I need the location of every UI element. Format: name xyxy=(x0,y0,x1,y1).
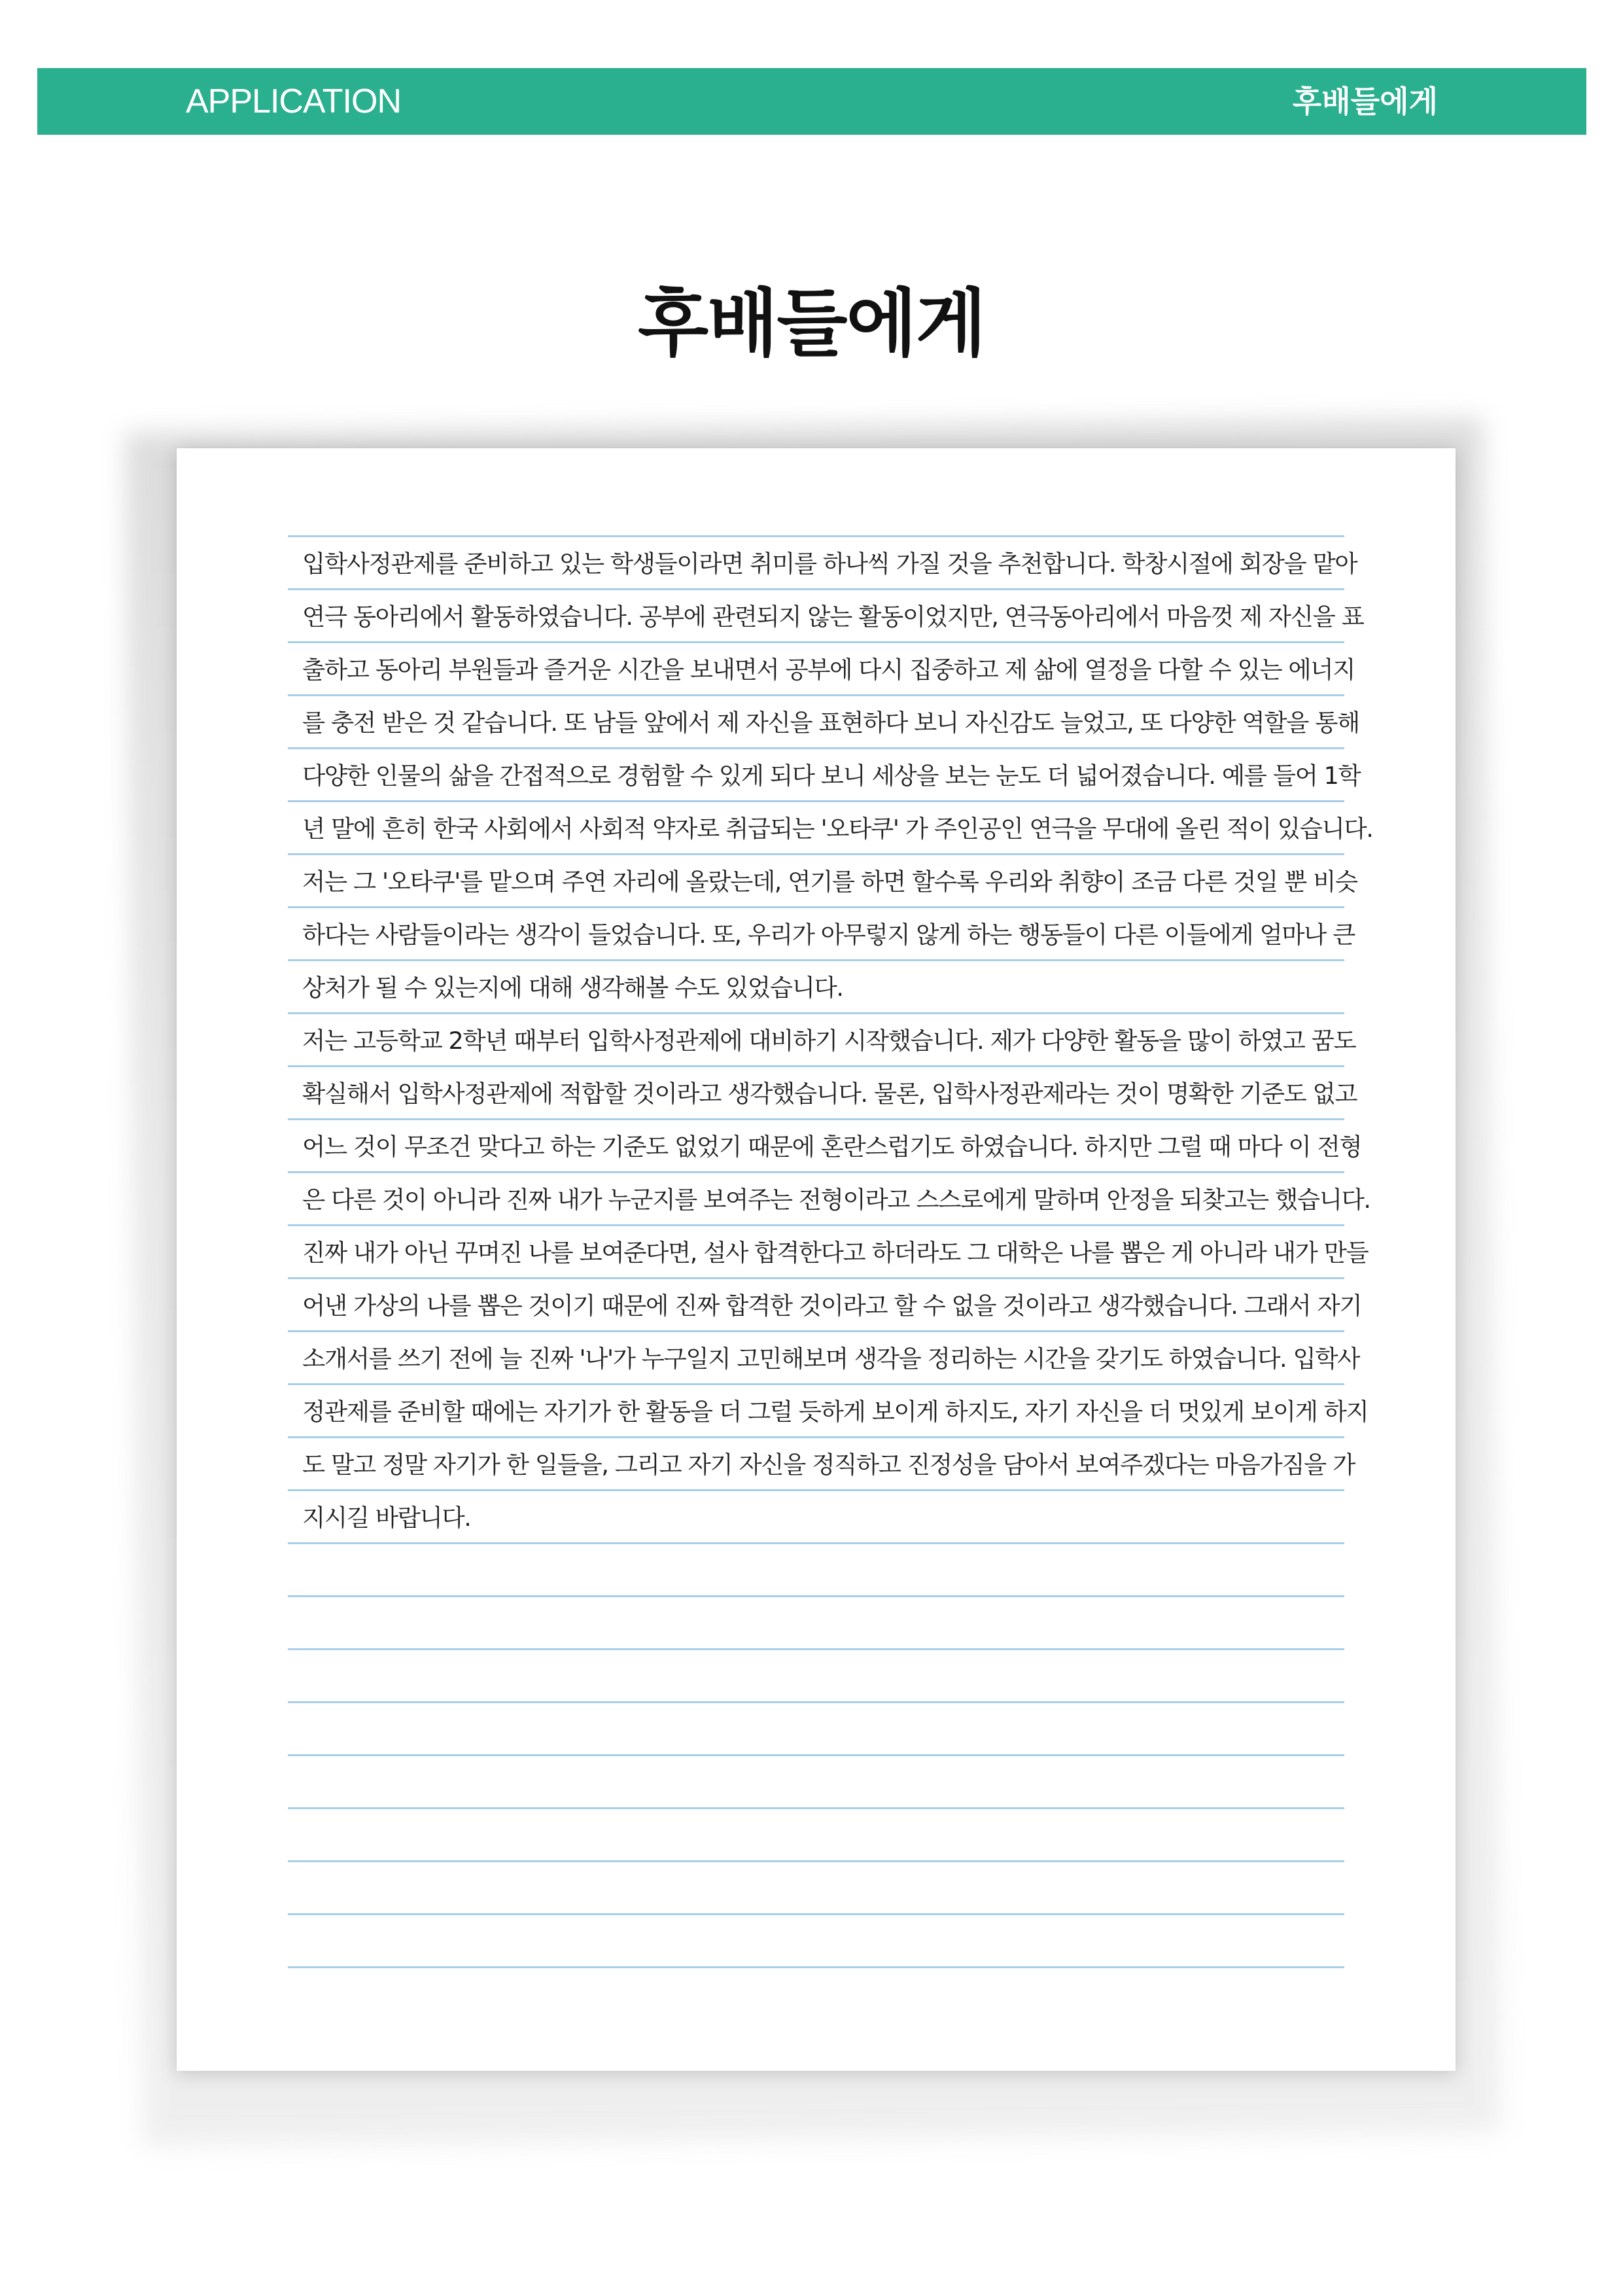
body-text-line: 어느 것이 무조건 맞다고 하는 기준도 없었기 때문에 혼란스럽기도 하였습니다. 하지만 그럴 때 마다 이 전형 xyxy=(302,1133,1362,1161)
body-text-line: 은 다른 것이 아니라 진짜 내가 누군지를 보여주는 전형이라고 스스로에게 말하며 안정을 되찾고는 했습니다. xyxy=(302,1186,1370,1214)
body-text-line: 입학사정관제를 준비하고 있는 학생들이라면 취미를 하나씩 가질 것을 추천합니다. 학창시절에 회장을 맡아 xyxy=(302,550,1357,578)
rule-line xyxy=(288,1966,1344,1968)
body-text-line: 어낸 가상의 나를 뽑은 것이기 때문에 진짜 합격한 것이라고 할 수 없을 것이라고 생각했습니다. 그래서 자기 xyxy=(302,1292,1362,1320)
body-text-line: 진짜 내가 아닌 꾸며진 나를 보여준다면, 설사 합격한다고 하더라도 그 대학은 나를 뽑은 게 아니라 내가 만들 xyxy=(302,1239,1369,1267)
body-text-line: 저는 고등학교 2학년 때부터 입학사정관제에 대비하기 시작했습니다. 제가 다양한 활동을 많이 하였고 꿈도 xyxy=(302,1027,1356,1055)
body-text-line: 저는 그 '오타쿠'를 맡으며 주연 자리에 올랐는데, 연기를 하면 할수록 우리와 취향이 조금 다른 것일 뿐 비슷 xyxy=(302,868,1357,896)
body-text-line: 연극 동아리에서 활동하였습니다. 공부에 관련되지 않는 활동이었지만, 연극동아리에서 마음껏 제 자신을 표 xyxy=(302,603,1364,631)
rule-line xyxy=(288,1701,1344,1703)
body-text-line: 상처가 될 수 있는지에 대해 생각해볼 수도 있었습니다. xyxy=(302,974,843,1002)
rule-line xyxy=(288,1913,1344,1915)
rule-line xyxy=(288,1648,1344,1650)
rule-line xyxy=(288,1754,1344,1756)
header-bar xyxy=(37,68,1586,135)
body-text-line: 년 말에 흔히 한국 사회에서 사회적 약자로 취급되는 '오타쿠' 가 주인공인 연극을 무대에 올린 적이 있습니다. xyxy=(302,815,1373,843)
rule-line xyxy=(288,1542,1344,1544)
header-section-label: APPLICATION xyxy=(186,82,402,120)
page-title: 후배들에게 xyxy=(638,281,985,366)
body-text-line: 도 말고 정말 자기가 한 일들을, 그리고 자기 자신을 정직하고 진정성을 담아서 보여주겠다는 마음가짐을 가 xyxy=(302,1451,1355,1479)
body-text-line: 확실해서 입학사정관제에 적합할 것이라고 생각했습니다. 물론, 입학사정관제라는 것이 명확한 기준도 없고 xyxy=(302,1080,1357,1108)
rule-line xyxy=(288,1860,1344,1862)
body-text-line: 지시길 바랍니다. xyxy=(302,1504,471,1532)
body-text-line: 다양한 인물의 삶을 간접적으로 경험할 수 있게 되다 보니 세상을 보는 눈도 더 넓어졌습니다. 예를 들어 1학 xyxy=(302,762,1361,790)
body-text-line: 정관제를 준비할 때에는 자기가 한 활동을 더 그럴 듯하게 보이게 하지도, 자기 자신을 더 멋있게 보이게 하지 xyxy=(302,1398,1369,1426)
body-text-line: 출하고 동아리 부원들과 즐거운 시간을 보내면서 공부에 다시 집중하고 제 삶에 열정을 다할 수 있는 에너지 xyxy=(302,656,1355,684)
rule-line xyxy=(288,1595,1344,1597)
header-chapter-label: 후배들에게 xyxy=(1292,84,1438,119)
rule-line xyxy=(288,1807,1344,1809)
body-text-line: 하다는 사람들이라는 생각이 들었습니다. 또, 우리가 아무렇지 않게 하는 행동들이 다른 이들에게 얼마나 큰 xyxy=(302,921,1355,949)
body-text-line: 를 충전 받은 것 같습니다. 또 남들 앞에서 제 자신을 표현하다 보니 자신감도 늘었고, 또 다양한 역할을 통해 xyxy=(302,709,1359,737)
body-text-line: 소개서를 쓰기 전에 늘 진짜 '나'가 누구일지 고민해보며 생각을 정리하는 시간을 갖기도 하였습니다. 입학사 xyxy=(302,1345,1360,1373)
